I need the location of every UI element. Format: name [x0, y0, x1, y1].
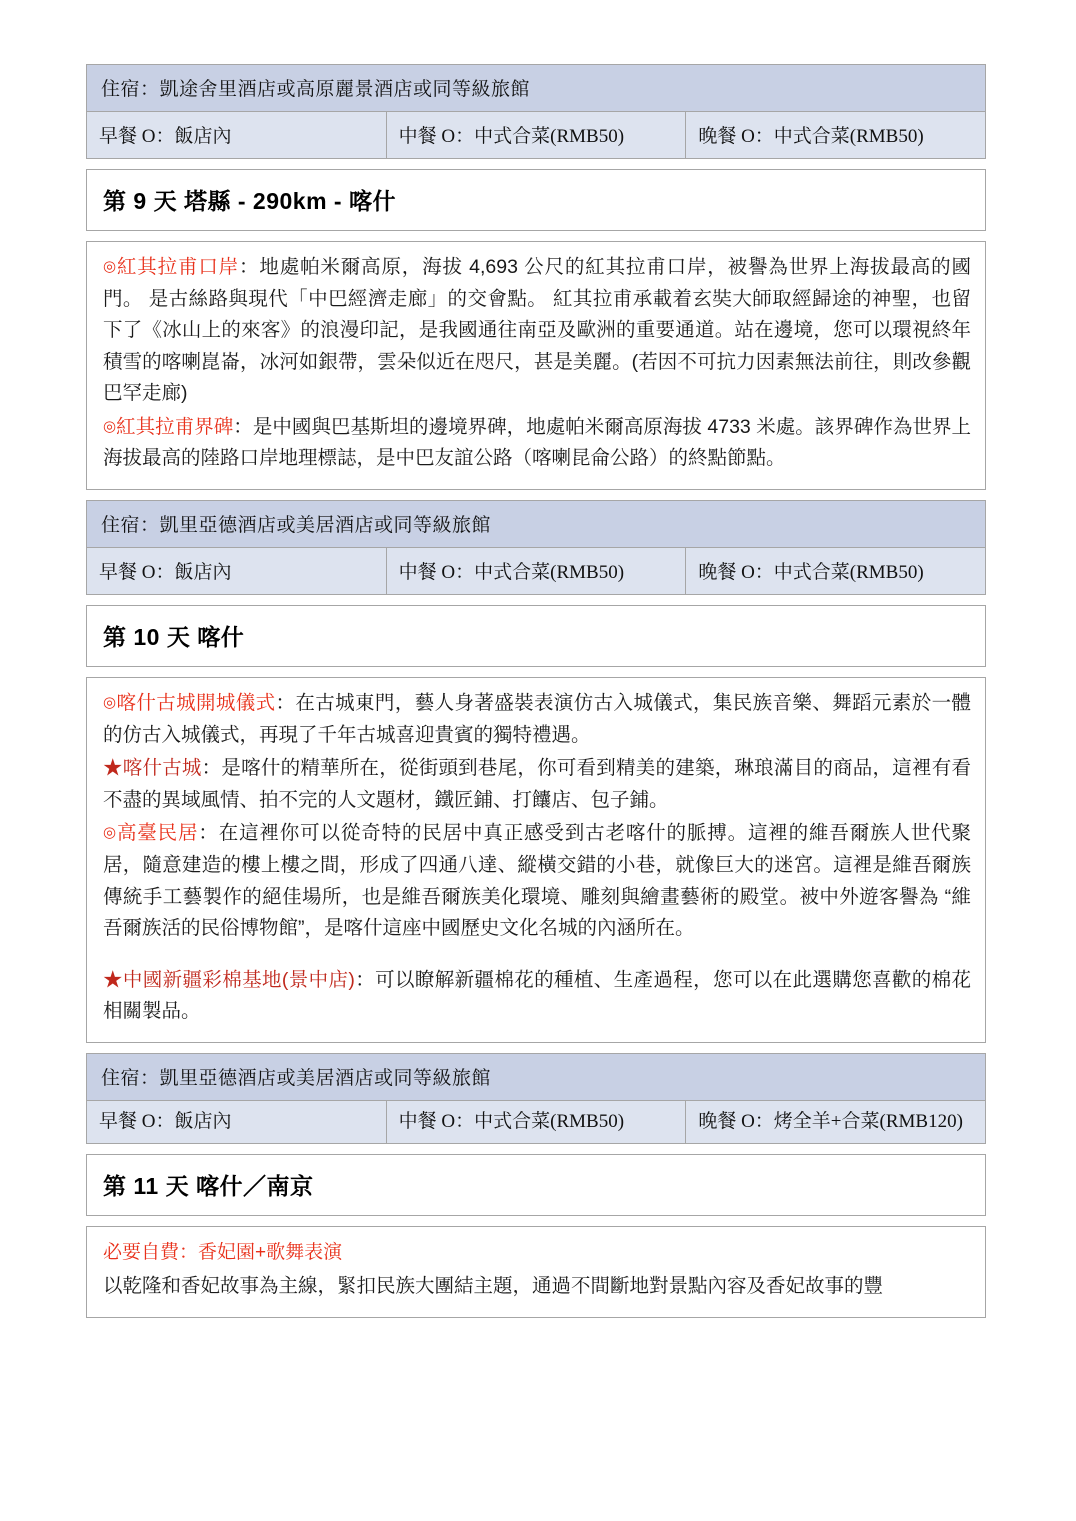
paragraph-text: ：可以瞭解新疆棉花的種植、生產過程，您可以在此選購您喜歡的棉花相關製品。: [103, 968, 971, 1023]
attraction-keyword: 紅其拉甫口岸: [116, 256, 240, 278]
paragraph-text: ：地處帕米爾高原，海拔 4,693 公尺的紅其拉甫口岸，被譽為世界上海拔最高的國門。 是古絲路與現代「中巴經濟走廊」的交會點。 紅其拉甫承載着玄奘大師取經歸途的神聖，也留下了《冰山上的來客》的浪漫印記，是我國通往南亞及歐洲的重要通道。站在邊境，您可以環視終年積雪的喀喇崑崙，冰河如銀帶，雲朵似近在咫尺，甚是美麗。(若因不可抗力因素無法前往，則改參觀巴罕走廊): [103, 256, 971, 405]
day-11-title-table: [86, 1154, 986, 1216]
document-page: [86, 64, 986, 1318]
attraction-keyword: 紅其拉甫界碑: [116, 415, 234, 438]
day-title-11: 第 11 天 喀什／南京: [87, 1155, 986, 1216]
day-title-9: 第 9 天 塔縣 - 290km - 喀什: [87, 170, 986, 231]
table-row: [87, 242, 986, 490]
lodging-header-row: [87, 65, 986, 112]
paragraph-text: ：是中國與巴基斯坦的邊境界碑，地處帕米爾高原海拔 4733 米處。該界碑作為世界上海拔最高的陸路口岸地理標誌，是中巴友誼公路（喀喇昆侖公路）的終點節點。: [103, 415, 971, 470]
day-9-content-table: [86, 241, 986, 490]
paragraph: 以乾隆和香妃故事為主線，緊扣民族大團結主題，通過不間斷地對景點內容及香妃故事的豐: [103, 1275, 884, 1298]
lodging-text: 住宿：凱途舍里酒店或高原麗景酒店或同等級旅館: [87, 65, 986, 112]
table-row: [87, 678, 986, 1043]
day-title-10: 第 10 天 喀什: [87, 606, 986, 667]
breakfast-cell: 早餐 O：飯店內: [87, 1100, 387, 1144]
paragraph: [103, 1237, 971, 1269]
breakfast-cell: 早餐 O：飯店內: [87, 112, 387, 159]
table-row: [87, 170, 986, 231]
paragraph-text: ：是喀什的精華所在，從街頭到巷尾，你可看到精美的建築，琳琅滿目的商品，這裡有看不盡的異域風情、拍不完的人文題材，鐵匠鋪、打饢店、包子鋪。: [103, 757, 971, 811]
table-row: [87, 1155, 986, 1216]
dinner-cell: 晚餐 O：中式合菜(RMB50): [686, 112, 986, 159]
paragraph: [103, 818, 971, 944]
day-9-title-table: [86, 169, 986, 231]
bullet-icon: ◎: [103, 694, 117, 712]
dinner-cell: 晚餐 O：中式合菜(RMB50): [686, 548, 986, 595]
meal-row: [87, 112, 986, 159]
attraction-keyword: 喀什古城: [122, 757, 202, 780]
optional-cost-label: 必要自費：香妃園+歌舞表演: [103, 1242, 343, 1264]
lunch-cell: 中餐 O：中式合菜(RMB50): [386, 112, 686, 159]
day-11-content: [87, 1227, 986, 1317]
lunch-cell: 中餐 O：中式合菜(RMB50): [386, 548, 686, 595]
breakfast-cell: 早餐 O：飯店內: [87, 548, 387, 595]
lodging-table-2: [86, 500, 986, 595]
lodging-text: 住宿：凱里亞德酒店或美居酒店或同等級旅館: [87, 1053, 986, 1100]
paragraph-text: ：在這裡你可以從奇特的民居中真正感受到古老喀什的脈搏。這裡的維吾爾族人世代聚居，隨意建造的樓上樓之間，形成了四通八達、縱橫交錯的小巷，就像巨大的迷宮。這裡是維吾爾族傳統手工藝製作的絕佳場所，也是維吾爾族美化環境、雕刻與繪畫藝術的殿堂。被中外遊客譽為 “維吾爾族活的民俗博物館”，是喀什這座中國歷史文化名城的內涵所在。: [103, 822, 971, 940]
paragraph: [103, 965, 971, 1028]
paragraph: [103, 753, 971, 816]
day-11-content-table: [86, 1226, 986, 1317]
lodging-text: 住宿：凱里亞德酒店或美居酒店或同等級旅館: [87, 501, 986, 548]
paragraph: [103, 688, 971, 751]
day-9-content: [87, 242, 986, 490]
bullet-icon: ◎: [103, 258, 117, 275]
table-row: [87, 1227, 986, 1317]
day-10-title-table: [86, 605, 986, 667]
lodging-table-1: [86, 64, 986, 159]
paragraph-text: ：在古城東門，藝人身著盛裝表演仿古入城儀式，集民族音樂、舞蹈元素於一體的仿古入城儀式，再現了千年古城喜迎貴賓的獨特禮遇。: [103, 692, 971, 746]
meal-row: [87, 548, 986, 595]
attraction-keyword: 高臺民居: [116, 822, 199, 845]
bullet-icon: ◎: [103, 417, 117, 435]
day-10-content: [87, 678, 986, 1043]
star-icon: ★: [103, 757, 123, 780]
bullet-icon: ◎: [103, 824, 117, 842]
day-10-content-table: [86, 677, 986, 1043]
paragraph: [103, 252, 971, 410]
attraction-keyword: 喀什古城開城儀式: [116, 692, 276, 715]
meal-row: [87, 1100, 986, 1144]
attraction-keyword: 中國新疆彩棉基地(景中店): [122, 968, 355, 991]
lodging-header-row: [87, 1053, 986, 1100]
lunch-cell: 中餐 O：中式合菜(RMB50): [386, 1100, 686, 1144]
paragraph: [103, 412, 971, 475]
lodging-header-row: [87, 501, 986, 548]
dinner-cell: 晚餐 O：烤全羊+合菜(RMB120): [686, 1100, 986, 1144]
table-row: [87, 606, 986, 667]
star-icon: ★: [103, 968, 123, 991]
lodging-table-3: [86, 1053, 986, 1145]
